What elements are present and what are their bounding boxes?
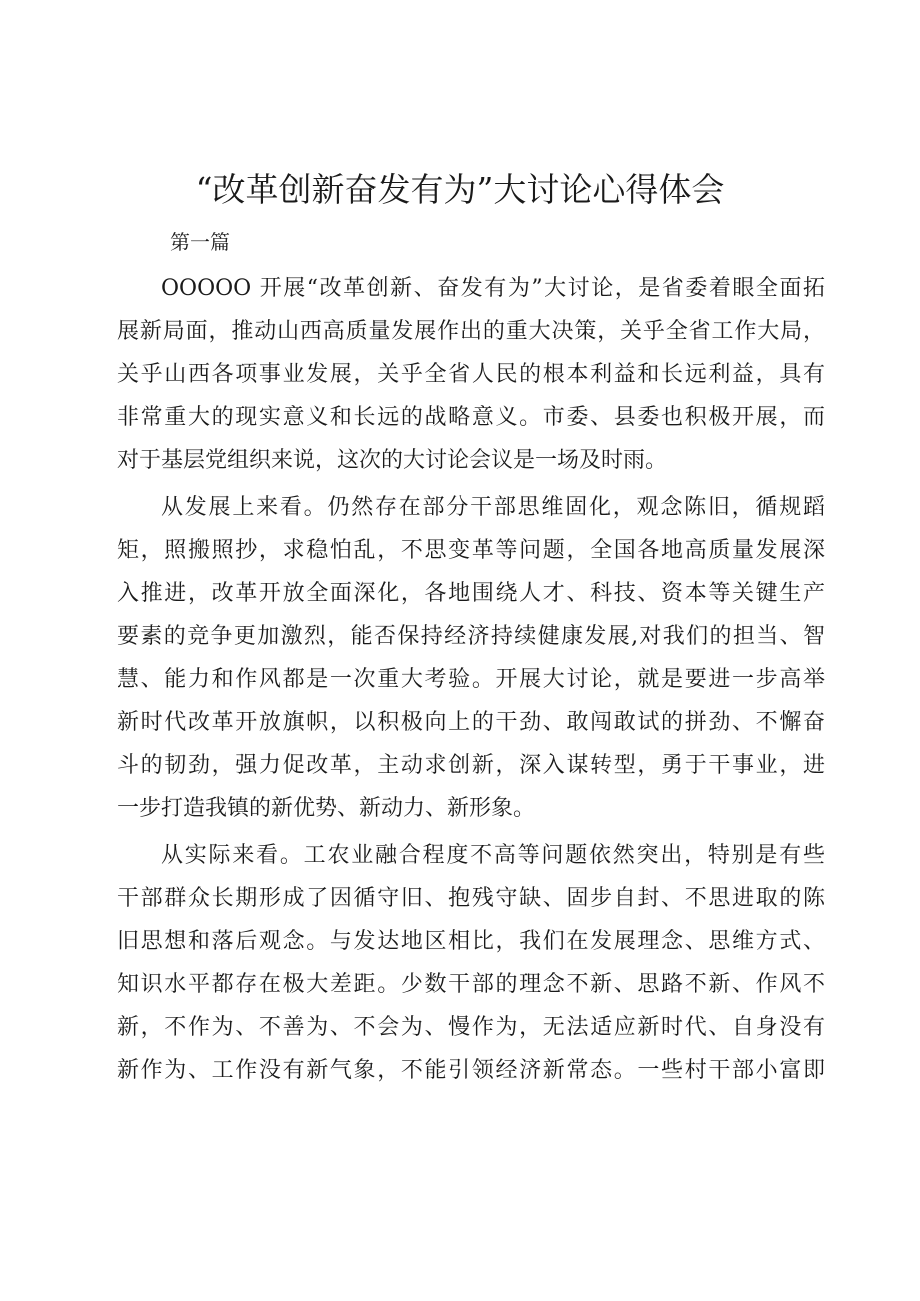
paragraph-line: 从发展上来看。仍然存在部分干部思维固化，观念陈旧，循规蹈 [161,495,825,520]
paragraph-line: 新时代改革开放旗帜，以积极向上的干劲、敢闯敢试的拼劲、不懈奋 [117,710,825,735]
paragraph-line: 对于基层党组织来说，这次的大讨论会议是一场及时雨。 [117,448,668,473]
paragraph-line: 展新局面，推动山西高质量发展作出的重大决策，关乎全省工作大局， [117,319,825,344]
paragraph-line: 干部群众长期形成了因循守旧、抱残守缺、固步自封、不思进取的陈 [117,886,825,911]
paragraph-1 [117,267,825,482]
paragraph-line: 斗的韧劲，强力促改革，主动求创新，深入谋转型，勇于干事业，进 [117,753,825,778]
section-label: 第一篇 [170,230,230,254]
paragraph-2 [117,486,825,830]
paragraph-line: 知识水平都存在极大差距。少数干部的理念不新、思路不新、作风不 [117,972,825,997]
paragraph-line: 关乎山西各项事业发展，关乎全省人民的根本利益和长远利益，具有 [117,362,825,387]
paragraph-line: 新作为、工作没有新气象，不能引领经济新常态。一些村干部小富即 [117,1058,825,1083]
document-body [117,267,825,1092]
paragraph-line: 入推进，改革开放全面深化，各地围绕人才、科技、资本等关键生产 [117,581,825,606]
paragraph-line: 要素的竞争更加激烈，能否保持经济持续健康发展,对我们的担当、智 [117,624,825,649]
paragraph-line: 旧思想和落后观念。与发达地区相比，我们在发展理念、思维方式、 [117,929,825,954]
page-title: “改革创新奋发有为”大讨论心得体会 [195,170,725,209]
paragraph-line: 慧、能力和作风都是一次重大考验。开展大讨论，就是要进一步高举 [117,667,825,692]
paragraph-line: 新，不作为、不善为、不会为、慢作为，无法适应新时代、自身没有 [117,1015,825,1040]
paragraph-line: 从实际来看。工农业融合程度不高等问题依然突出，特别是有些 [161,843,825,868]
paragraph-3 [117,834,825,1092]
paragraph-line: OOOOO 开展“改革创新、奋发有为”大讨论，是省委着眼全面拓 [161,276,825,301]
paragraph-line: 非常重大的现实意义和长远的战略意义。市委、县委也积极开展，而 [117,405,825,430]
paragraph-line: 矩，照搬照抄，求稳怕乱，不思变革等问题，全国各地高质量发展深 [117,538,825,563]
paragraph-line: 一步打造我镇的新优势、新动力、新形象。 [117,796,536,821]
